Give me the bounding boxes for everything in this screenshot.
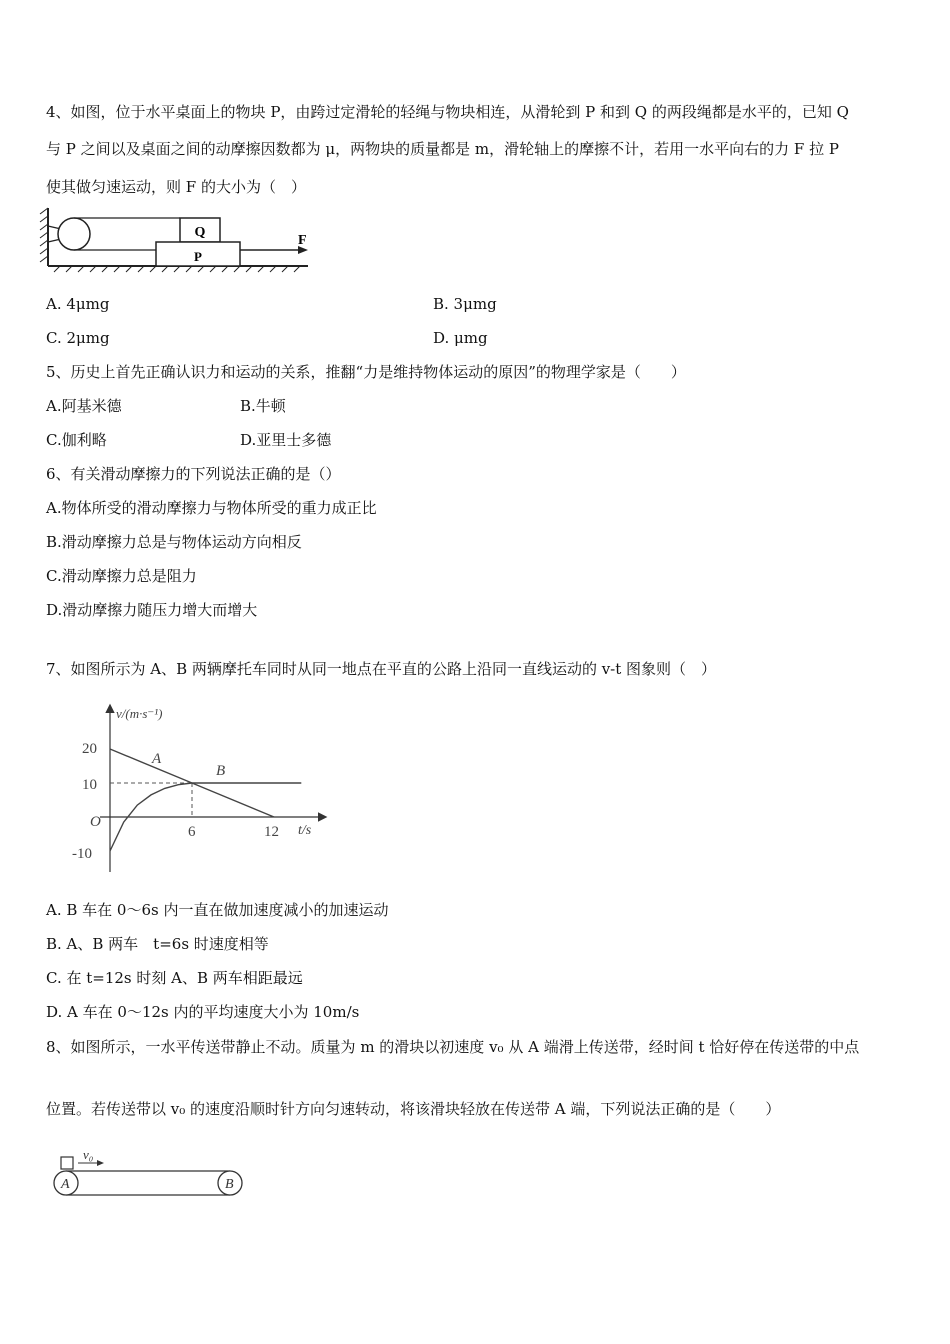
q4-pulley-figure	[40, 206, 320, 276]
q5-option-a[interactable]: A.阿基米德	[46, 397, 122, 415]
label-a: A	[61, 1177, 70, 1192]
v0-arrowhead	[97, 1160, 104, 1166]
q8-stem-line1: 8、如图所示，一水平传送带静止不动。质量为 m 的滑块以初速度 v₀ 从 A 端滑上传送带，经时间 t 恰好停在传送带的中点	[46, 1038, 860, 1056]
q4-stem-line2: 与 P 之间以及桌面之间的动摩擦因数都为 μ，两物块的质量都是 m，滑轮轴上的摩擦不计，若用一水平向右的力 F 拉 P	[46, 140, 839, 158]
x-tick-12: 12	[264, 824, 279, 840]
label-b: B	[225, 1177, 234, 1192]
q6-option-d[interactable]: D.滑动摩擦力随压力增大而增大	[46, 601, 258, 619]
q5-option-c[interactable]: C.伽利略	[46, 431, 107, 449]
q5-option-d[interactable]: D.亚里士多德	[240, 431, 332, 449]
y-tick-neg10: -10	[72, 846, 92, 862]
v0-label: v₀	[83, 1147, 94, 1162]
label-f: F	[298, 233, 307, 248]
q7-option-d[interactable]: D. A 车在 0～12s 内的平均速度大小为 10m/s	[46, 1003, 360, 1021]
origin-label: O	[90, 814, 101, 830]
wall-hatch	[40, 208, 48, 262]
q5-option-b[interactable]: B.牛顿	[240, 397, 286, 415]
y-tick-10: 10	[82, 777, 97, 793]
q5-stem: 5、历史上首先正确认识力和运动的关系，推翻“力是维持物体运动的原因”的物理学家是（ ）	[46, 363, 686, 381]
series-b-label: B	[216, 763, 226, 779]
q4-stem-line3: 使其做匀速运动，则 F 的大小为（ ）	[46, 178, 306, 196]
pulley	[58, 218, 90, 250]
q7-option-a[interactable]: A. B 车在 0～6s 内一直在做加速度减小的加速运动	[46, 901, 389, 919]
q6-option-a[interactable]: A.物体所受的滑动摩擦力与物体所受的重力成正比	[46, 499, 377, 517]
q7-stem: 7、如图所示为 A、B 两辆摩托车同时从同一地点在平直的公路上沿同一直线运动的 v-t 图象则（ ）	[46, 660, 717, 678]
q7-option-b[interactable]: B. A、B 两车 t=6s 时速度相等	[46, 935, 269, 953]
q6-option-c[interactable]: C.滑动摩擦力总是阻力	[46, 567, 197, 585]
q4-option-a[interactable]: A. 4μmg	[46, 295, 110, 313]
slider-block	[61, 1157, 73, 1169]
q7-vt-chart	[70, 700, 340, 875]
y-axis-label: v/(m·s⁻¹)	[116, 706, 163, 721]
q4-option-c[interactable]: C. 2μmg	[46, 329, 110, 347]
q4-option-b[interactable]: B. 3μmg	[433, 295, 497, 313]
x-axis-label: t/s	[298, 823, 312, 838]
q7-option-c[interactable]: C. 在 t=12s 时刻 A、B 两车相距最远	[46, 969, 303, 987]
label-q: Q	[194, 225, 206, 240]
q4-option-d[interactable]: D. μmg	[433, 329, 488, 347]
x-tick-6: 6	[188, 824, 196, 840]
q8-conveyor-figure	[50, 1148, 250, 1203]
y-tick-20: 20	[82, 741, 97, 757]
label-p: P	[194, 249, 202, 264]
series-a-label: A	[152, 751, 162, 767]
q6-option-b[interactable]: B.滑动摩擦力总是与物体运动方向相反	[46, 533, 302, 551]
q6-stem: 6、有关滑动摩擦力的下列说法正确的是（）	[46, 465, 341, 483]
q4-stem-line1: 4、如图，位于水平桌面上的物块 P，由跨过定滑轮的轻绳与物块相连，从滑轮到 P 和到 Q 的两段绳都是水平的，已知 Q	[46, 103, 849, 121]
q8-stem-line2: 位置。若传送带以 v₀ 的速度沿顺时针方向匀速转动，将该滑块轻放在传送带 A 端，下列说法正确的是（ ）	[46, 1100, 781, 1118]
